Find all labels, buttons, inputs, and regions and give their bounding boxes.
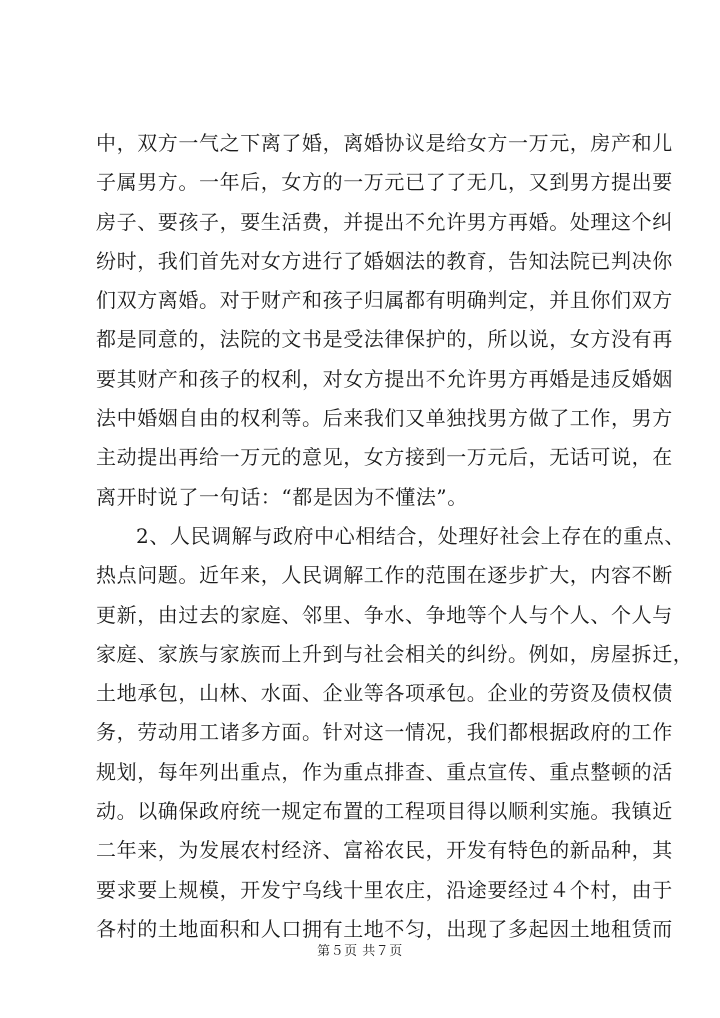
text-line: 土地承包，山林、水面、企业等各项承包。企业的劳资及债权债 [96,681,673,706]
text-line: 们双方离婚。对于财产和孩子归属都有明确判定，并且你们双方 [96,288,673,313]
text-line: 二年来，为发展农村经济、富裕农民，开发有特色的新品种，其 [96,838,673,863]
text-line: 热点问题。近年来，人民调解工作的范围在逐步扩大，内容不断 [96,563,673,588]
text-line: 更新，由过去的家庭、邻里、争水、争地等个人与个人、个人与 [96,602,673,627]
text-line: 务，劳动用工诸多方面。针对这一情况，我们都根据政府的工作 [96,720,673,745]
text-line: 规划，每年列出重点，作为重点排查、重点宣传、重点整顿的活 [96,759,673,784]
text-line: 法中婚姻自由的权利等。后来我们又单独找男方做了工作，男方 [96,406,673,431]
text-line: 房子、要孩子，要生活费，并提出不允许男方再婚。处理这个纠 [96,209,673,234]
text-line: 要其财产和孩子的权利，对女方提出不允许男方再婚是违反婚姻 [96,366,673,391]
text-line: 要求要上规模，开发宁乌线十里农庄，沿途要经过４个村，由于 [96,877,673,902]
text-line: 纷时，我们首先对女方进行了婚姻法的教育，告知法院已判决你 [96,248,673,273]
text-line: 中，双方一气之下离了婚，离婚协议是给女方一万元，房产和儿 [96,131,673,155]
text-line: 离开时说了一句话：“都是因为不懂法”。 [96,484,468,509]
page-number-footer: 第５页 共７页 [317,944,403,959]
text-line: 动。以确保政府统一规定布置的工程项目得以顺利实施。我镇近 [96,799,673,824]
text-line: 各村的土地面积和人口拥有土地不匀，出现了多起因土地租赁而 [96,916,673,941]
paragraph-start-line: 2、人民调解与政府中心相结合，处理好社会上存在的重点、 [136,523,685,548]
text-line: 子属男方。一年后，女方的一万元已了了无几，又到男方提出要 [96,170,673,195]
body-text [96,124,694,949]
text-line: 主动提出再给一万元的意见，女方接到一万元后，无话可说，在 [96,445,673,470]
text-line: 都是同意的，法院的文书是受法律保护的，所以说，女方没有再 [96,327,673,352]
text-line: 家庭、家族与家族而上升到与社会相关的纠纷。例如，房屋拆迁， [96,641,694,666]
